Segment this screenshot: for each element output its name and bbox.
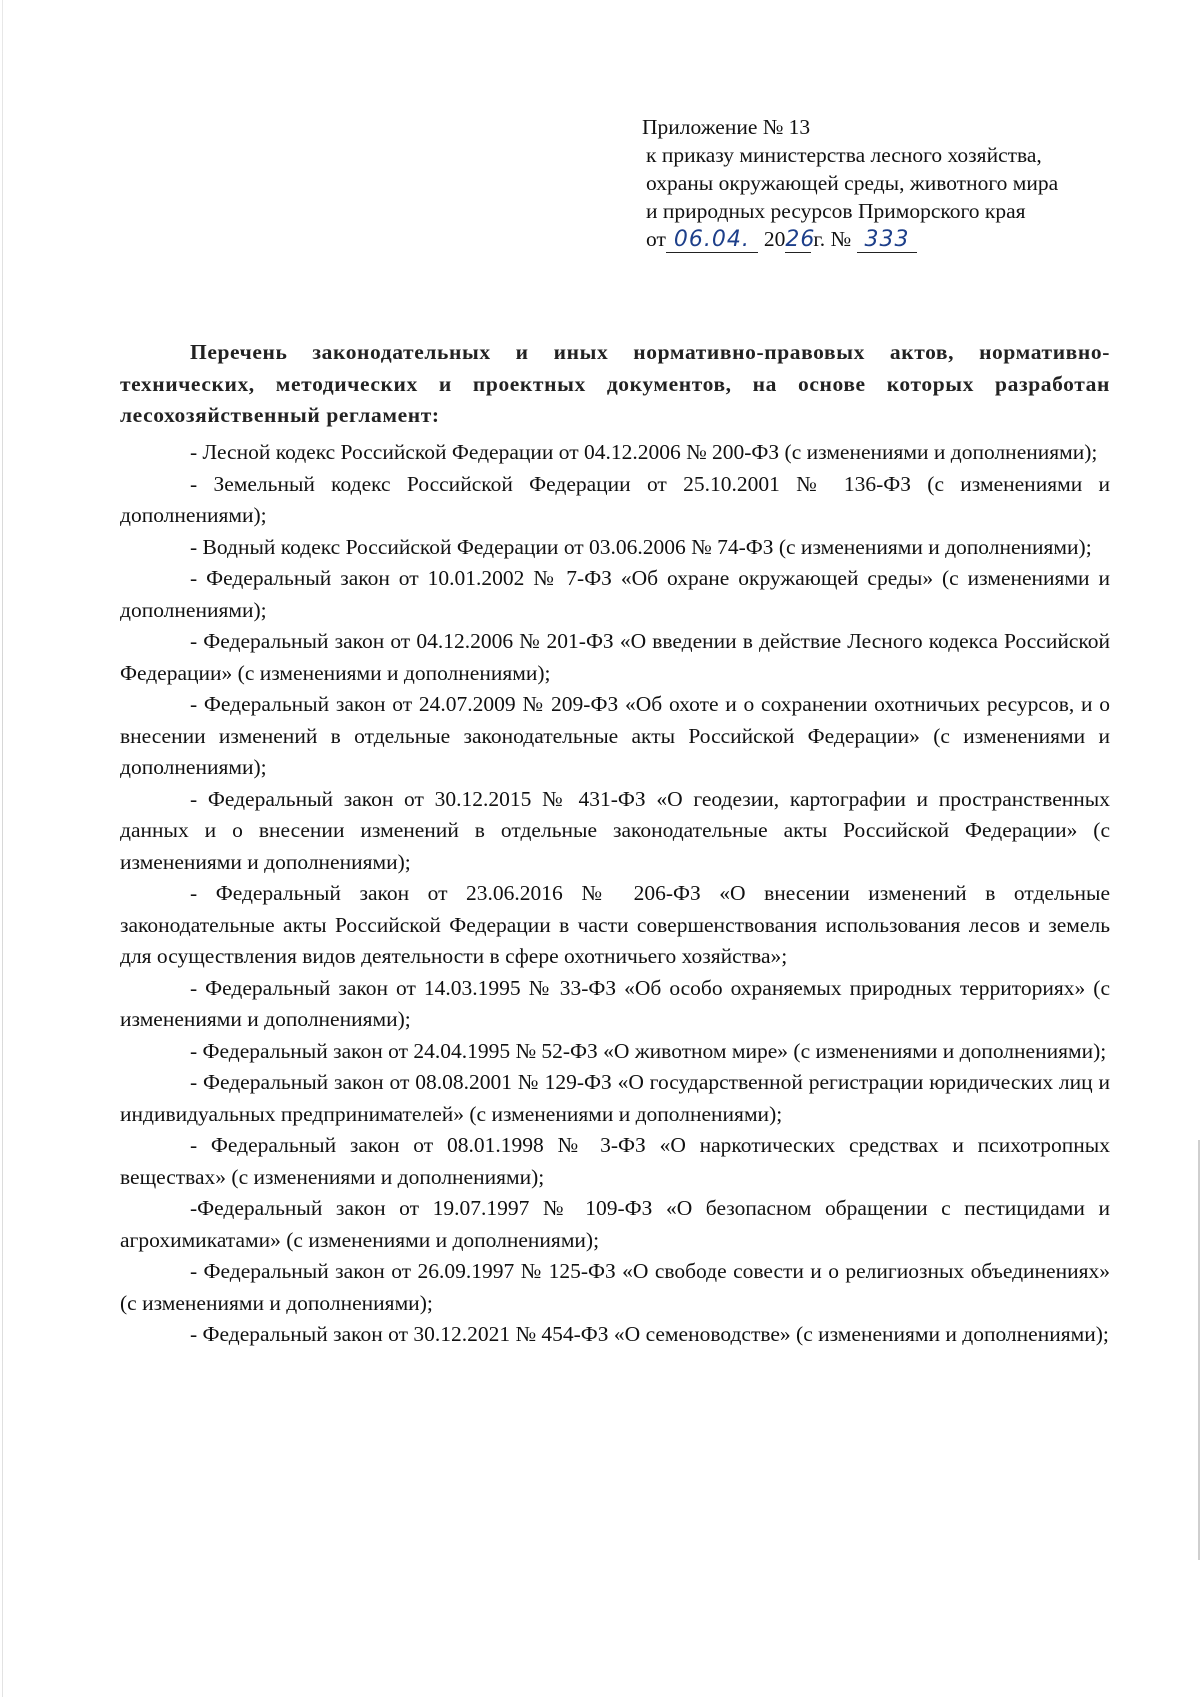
- appendix-number: Приложение № 13: [642, 115, 811, 139]
- date-prefix: от: [646, 227, 666, 251]
- list-item: -Федеральный закон от 19.07.1997 № 109-ФЗ «О безопасном обращении с пестицидами и агрохимикатами» (с изменениями и дополнениями);: [120, 1196, 1110, 1252]
- list-item: - Федеральный закон от 10.01.2002 № 7-ФЗ «Об охране окружающей среды» (с изменениями и дополнениями);: [120, 566, 1110, 622]
- order-reference-line-3: и природных ресурсов Приморского края: [646, 199, 1026, 223]
- list-item: - Федеральный закон от 24.04.1995 № 52-ФЗ «О животном мире» (с изменениями и дополнениями);: [190, 1038, 1107, 1063]
- list-item: - Земельный кодекс Российской Федерации от 25.10.2001 № 136-ФЗ (с изменениями и дополнениями);: [120, 471, 1110, 527]
- list-item: - Лесной кодекс Российской Федерации от 04.12.2006 № 200-ФЗ (с изменениями и дополнениями);: [190, 440, 1098, 464]
- document-title: Перечень законодательных и иных нормативно-правовых актов, нормативно-технических, методических и проектных документов, на основе которых разработан лесохозяйственный регламент:: [120, 340, 1110, 427]
- order-reference-line-2: охраны окружающей среды, животного мира: [646, 171, 1059, 195]
- handwritten-order-number: 333: [857, 228, 917, 253]
- scan-edge-left: [2, 0, 3, 1697]
- list-item: - Федеральный закон от 08.01.1998 № 3-ФЗ «О наркотических средствах и психотропных веществах» (с изменениями и дополнениями);: [120, 1133, 1110, 1189]
- handwritten-year: 26: [785, 227, 816, 252]
- year-prefix: 20: [763, 227, 786, 251]
- list-item: - Федеральный закон от 24.07.2009 № 209-ФЗ «Об охоте и о сохранении охотничьих ресурсов, и о внесении изменений в отдельные законодательные акты Российской Федерации» (с изменениями и дополнениями);: [120, 692, 1110, 779]
- order-date-line: [642, 225, 1122, 253]
- list-item: - Федеральный закон от 30.12.2021 № 454-ФЗ «О семеноводстве» (с изменениями и дополнениями);: [190, 1322, 1109, 1346]
- list-item: - Федеральный закон от 26.09.1997 № 125-ФЗ «О свободе совести и о религиозных объединениях» (с изменениями и дополнениями);: [120, 1259, 1110, 1315]
- list-item: - Федеральный закон от 23.06.2016 № 206-ФЗ «О внесении изменений в отдельные законодательные акты Российской Федерации в части совершенствования использования лесов и земель для осуществления видов деятельности в сфере охотничьего хозяйства»;: [120, 881, 1110, 968]
- appendix-header: [642, 113, 1122, 253]
- list-item: - Федеральный закон от 04.12.2006 № 201-ФЗ «О введении в действие Лесного кодекса Российской Федерации» (с изменениями и дополнениями);: [120, 629, 1110, 685]
- year-suffix: г. №: [813, 227, 852, 251]
- list-item: - Федеральный закон от 30.12.2015 № 431-ФЗ «О геодезии, картографии и пространственных данных и о внесении изменений в отдельные законодательные акты Российской Федерации» (с изменениями и дополнениями);: [120, 786, 1110, 874]
- list-item: - Федеральный закон от 08.08.2001 № 129-ФЗ «О государственной регистрации юридических лиц и индивидуальных предпринимателей» (с изменениями и дополнениями);: [120, 1070, 1110, 1126]
- handwritten-date: 06.04.: [666, 228, 758, 253]
- order-reference-line-1: к приказу министерства лесного хозяйства,: [646, 143, 1042, 167]
- list-item: - Водный кодекс Российской Федерации от 03.06.2006 № 74-ФЗ (с изменениями и дополнениями);: [190, 534, 1092, 559]
- legal-acts-list: [120, 437, 1110, 1351]
- list-item: - Федеральный закон от 14.03.1995 № 33-ФЗ «Об особо охраняемых природных территориях» (с изменениями и дополнениями);: [120, 975, 1110, 1031]
